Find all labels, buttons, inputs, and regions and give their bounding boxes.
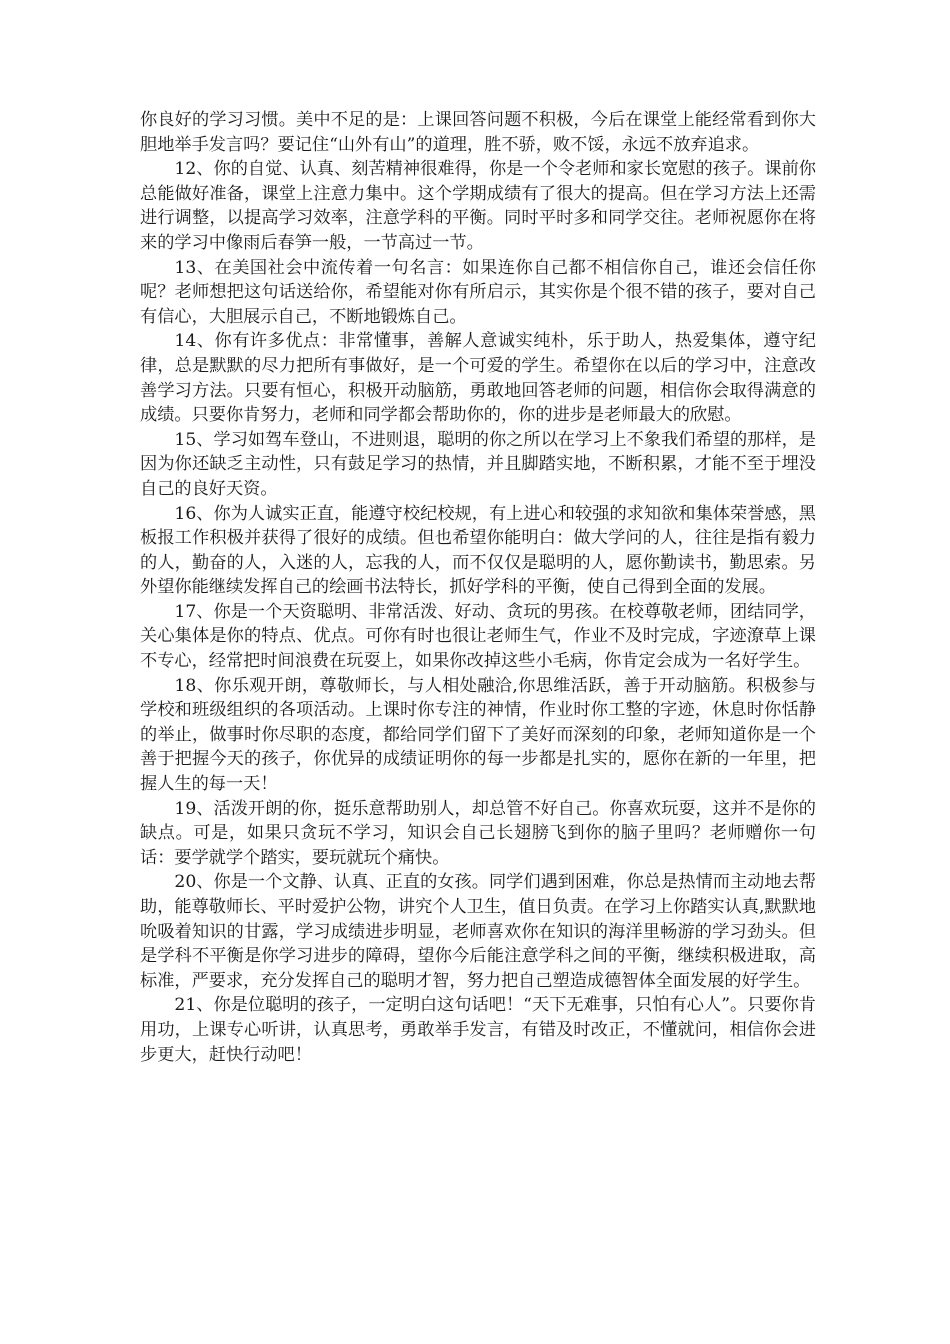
paragraph-comment-15: 15、学习如驾车登山，不进则退，聪明的你之所以在学习上不象我们希望的那样，是因为你还缺乏主动性，只有鼓足学习的热情，并且脚踏实地，不断积累，才能不至于埋没自己的良好天资。 [140,429,816,499]
paragraph-comment-18: 18、你乐观开朗，尊敬师长，与人相处融洽,你思维活跃，善于开动脑筋。积极参与学校和班级组织的各项活动。上课时你专注的神情，作业时你工整的字迹，休息时你恬静的举止，做事时你尽职的态度，都给同学们留下了美好而深刻的印象，老师知道你是一个善于把握今天的孩子，你优异的成绩证明你的每一步都是扎实的，愿你在新的一年里，把握人生的每一天！ [140,675,816,795]
paragraph-comment-21: 21、你是位聪明的孩子，一定明白这句话吧！“天下无难事，只怕有心人”。只要你肯用功，上课专心听讲，认真思考，勇敢举手发言，有错及时改正，不懂就问，相信你会进步更大，赶快行动吧！ [140,995,816,1065]
paragraph-comment-14: 14、你有许多优点：非常懂事，善解人意诚实纯朴，乐于助人，热爱集体，遵守纪律，总是默默的尽力把所有事做好，是一个可爱的学生。希望你在以后的学习中，注意改善学习方法。只要有恒心，积极开动脑筋，勇敢地回答老师的问题，相信你会取得满意的成绩。只要你肯努力，老师和同学都会帮助你的，你的进步是老师最大的欣慰。 [140,331,816,426]
paragraph-comment-20: 20、你是一个文静、认真、正直的女孩。同学们遇到困难，你总是热情而主动地去帮助，能尊敬师长、平时爱护公物，讲究个人卫生，值日负责。在学习上你踏实认真,默默地吮吸着知识的甘露，学习成绩进步明显，老师喜欢你在知识的海洋里畅游的学习劲头。但是学科不平衡是你学习进步的障碍，望你今后能注意学科之间的平衡，继续积极进取，高标准，严要求，充分发挥自己的聪明才智，努力把自己塑造成德智体全面发展的好学生。 [140,872,816,991]
paragraph-comment-17: 17、你是一个天资聪明、非常活泼、好动、贪玩的男孩。在校尊敬老师，团结同学，关心集体是你的特点、优点。可你有时也很让老师生气，作业不及时完成，字迹潦草上课不专心，经常把时间浪费在玩耍上，如果你改掉这些小毛病，你肯定会成为一名好学生。 [140,601,816,672]
paragraph-comment-16: 16、你为人诚实正直，能遵守校纪校规，有上进心和较强的求知欲和集体荣誉感，黑板报工作积极并获得了很好的成绩。但也希望你能明白：做大学问的人，往往是指有毅力的人，勤奋的人，入迷的人，忘我的人，而不仅仅是聪明的人，愿你勤读书，勤思索。另外望你能继续发挥自己的绘画书法特长，抓好学科的平衡，使自己得到全面的发展。 [140,503,816,598]
paragraph-comment-12: 12、你的自觉、认真、刻苦精神很难得，你是一个令老师和家长宽慰的孩子。课前你总能做好准备，课堂上注意力集中。这个学期成绩有了很大的提高。但在学习方法上还需进行调整，以提高学习效率，注意学科的平衡。同时平时多和同学交往。老师祝愿你在将来的学习中像雨后春笋一般，一节高过一节。 [140,159,816,253]
paragraph-comment-13: 13、在美国社会中流传着一句名言：如果连你自己都不相信你自己，谁还会信任你呢？老师想把这句话送给你，希望能对你有所启示，其实你是个很不错的孩子，要对自己有信心，大胆展示自己，不断地锻炼自己。 [140,257,816,327]
paragraph-continued: 你良好的学习习惯。美中不足的是：上课回答问题不积极，今后在课堂上能经常看到你大胆地举手发言吗？要记住“山外有山”的道理，胜不骄，败不馁，永远不放弃追求。 [140,110,816,155]
paragraph-comment-19: 19、活泼开朗的你，挺乐意帮助别人，却总管不好自己。你喜欢玩耍，这并不是你的缺点。可是，如果只贪玩不学习，知识会自己长翅膀飞到你的脑子里吗？老师赠你一句话：要学就学个踏实，要玩就玩个痛快。 [140,798,816,868]
document-body [140,108,816,1067]
